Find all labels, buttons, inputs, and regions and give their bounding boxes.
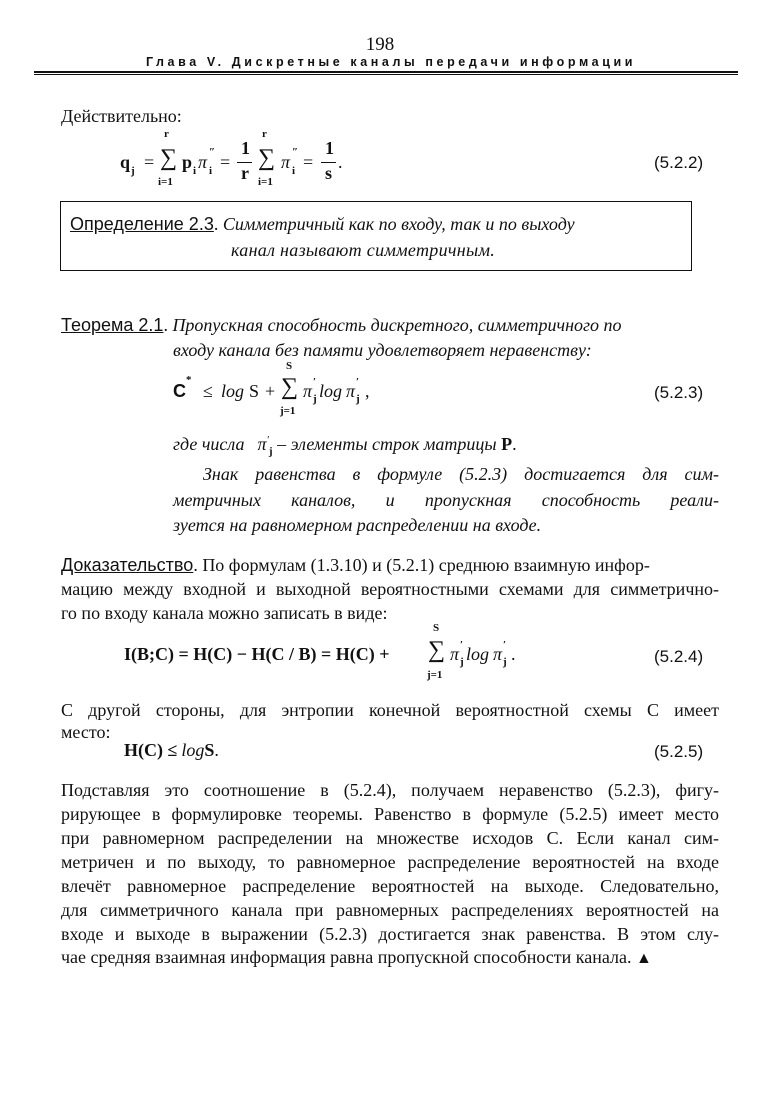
eq-frac2-num: 1 — [325, 138, 334, 158]
eq-plus: + — [265, 381, 276, 401]
eq-524-pi-1: π — [450, 644, 460, 664]
eq-equals-3: = — [303, 152, 314, 172]
theorem-text-1: Пропускная способность дискретного, симметричного по — [172, 315, 622, 335]
proof-line-2: мацию между входной и выходной вероятностными схемами для симметрично- — [61, 579, 719, 599]
equation-5-2-4 — [124, 622, 544, 684]
other-side-line-2: место: — [61, 722, 111, 742]
sum-icon: ∑ — [160, 145, 178, 171]
running-header: Глава V. Дискретные каналы передачи информации — [145, 55, 637, 69]
eq-sum1-top: r — [164, 128, 169, 140]
eq-frac2-den: s — [325, 163, 333, 183]
eq-equals-2: = — [220, 152, 231, 172]
theorem-cont-line-2: метричных каналов, и пропускная способность реали- — [173, 490, 719, 510]
where-pi: π — [257, 434, 267, 454]
eq-524-log: log — [466, 644, 490, 664]
header-rule-thick — [34, 71, 738, 73]
equation-5-2-2 — [120, 128, 360, 190]
eq-pi-1-sub: j — [313, 393, 317, 405]
final-line-3: при равномерном распределении на множестве исходов C. Если канал сим- — [61, 828, 719, 848]
eq-c: C — [173, 381, 186, 401]
eq-sum2-bottom: i=1 — [258, 176, 273, 188]
final-text-8: чае средняя взаимная информация равна пропускной способности канала. — [61, 947, 632, 967]
eq-dot: . — [338, 152, 343, 172]
eq-525-lhs: H(C) ≤ — [124, 740, 178, 760]
eq-525-log: log — [181, 740, 205, 760]
eq-pi-1-prime: ′ — [313, 376, 317, 388]
eq-q: q — [120, 152, 131, 172]
equation-number-5-2-4: (5.2.4) — [654, 647, 704, 666]
page-number: 198 — [365, 34, 395, 55]
proof-label: Доказательство — [61, 555, 194, 575]
proof-text-1: По формулам (1.3.10) и (5.2.1) среднюю взаимную инфор- — [202, 555, 650, 575]
end-of-proof-icon: ▲ — [635, 950, 652, 967]
theorem-line-2: входу канала без памяти удовлетворяет неравенству: — [173, 340, 592, 360]
intro-text: Действительно: — [61, 106, 182, 126]
theorem-label: Теорема 2.1 — [61, 315, 164, 335]
where-pi-sub: j — [268, 445, 273, 458]
eq-c-sup: * — [186, 374, 192, 386]
sum-icon: ∑ — [428, 637, 446, 663]
eq-log-2: log — [319, 381, 343, 401]
final-line-7: входе и выходе в выражении (5.2.3) достигается знак равенства. В этом слу- — [61, 924, 719, 944]
header-rule-thin — [34, 74, 738, 75]
where-pi-prime: ′ — [266, 434, 269, 446]
proof-label-dot: . — [193, 555, 203, 575]
eq-524-sum-bottom: j=1 — [427, 669, 443, 681]
eq-p: p — [182, 152, 193, 172]
eq-524-pi-2-sub: j — [503, 656, 507, 668]
eq-pi-1: π — [303, 381, 313, 401]
theorem-line-1 — [61, 313, 719, 337]
other-side-line-1: С другой стороны, для энтропии конечной вероятностной схемы C имеет — [61, 700, 719, 720]
proof-line-3: го по входу канала можно записать в виде: — [61, 603, 388, 623]
eq-524-pi-2-prime: ′ — [503, 639, 507, 651]
definition-text-1: Симметричный как по входу, так и по выходу — [222, 214, 575, 234]
eq-equals-1: = — [144, 152, 155, 172]
eq-524-pi-1-sub: j — [460, 656, 464, 668]
eq-comma: , — [365, 381, 370, 401]
final-line-4: метричен и по выходу, то равномерное распределение вероятностей на входе — [61, 852, 719, 872]
eq-pi-1: π — [198, 152, 208, 172]
definition-line-1 — [70, 212, 575, 236]
eq-le: ≤ — [203, 381, 213, 401]
theorem-label-dot: . — [163, 315, 173, 335]
equation-5-2-5 — [124, 740, 219, 761]
eq-p-sub: i — [193, 165, 197, 177]
eq-pi-1-sup: ″ — [209, 146, 216, 158]
eq-sum-top: S — [286, 360, 293, 372]
eq-524-sum-top: S — [433, 622, 440, 634]
equation-number-5-2-5: (5.2.5) — [654, 742, 704, 761]
final-line-6: для симметричного канала при равномерных распределениях вероятностей на — [61, 900, 719, 920]
sum-icon: ∑ — [258, 145, 276, 171]
eq-frac1-num: 1 — [241, 138, 250, 158]
final-line-5: влечёт равномерное распределение вероятностей на выходе. Следовательно, — [61, 876, 719, 896]
eq-525-dot: . — [214, 740, 219, 760]
eq-pi-2-sub: i — [292, 165, 296, 177]
where-text-2: – элементы строк матрицы — [277, 434, 497, 454]
equation-number-5-2-2: (5.2.2) — [654, 153, 704, 172]
final-line-2: рирующее в формулировке теоремы. Равенство в формуле (5.2.5) имеет место — [61, 804, 719, 824]
theorem-cont-line-3: зуется на равномерном распределении на входе. — [173, 515, 542, 535]
eq-log: log — [221, 381, 245, 401]
eq-s: S — [249, 381, 260, 401]
eq-pi-2: π — [346, 381, 356, 401]
eq-524-lhs: I(B;C) = H(C) − H(C / B) = H(C) + — [124, 644, 390, 664]
eq-pi-2-sub: j — [356, 393, 360, 405]
eq-pi-2-prime: ′ — [356, 376, 360, 388]
eq-q-sub: j — [131, 165, 135, 177]
definition-label-dot: . — [213, 214, 223, 234]
final-line-8 — [61, 945, 652, 971]
sum-icon: ∑ — [281, 374, 299, 400]
where-dot: . — [512, 434, 517, 454]
theorem-cont-line-1: Знак равенства в формуле (5.2.3) достигается для сим- — [203, 464, 719, 484]
eq-524-pi-1-prime: ′ — [460, 639, 464, 651]
where-line — [173, 428, 517, 464]
eq-pi-1-sub: i — [209, 165, 213, 177]
eq-pi-2-sup: ″ — [292, 146, 299, 158]
proof-line-1 — [61, 553, 719, 577]
equation-number-5-2-3: (5.2.3) — [654, 383, 704, 402]
eq-524-pi-2: π — [493, 644, 503, 664]
eq-525-s: S — [204, 740, 215, 760]
final-line-1: Подставляя это соотношение в (5.2.4), получаем неравенство (5.2.3), фигу- — [61, 780, 719, 800]
definition-label: Определение 2.3 — [70, 214, 214, 234]
eq-frac1-den: r — [241, 163, 249, 183]
eq-pi-2: π — [281, 152, 291, 172]
where-matrix-p: P — [501, 434, 513, 454]
equation-5-2-3 — [173, 360, 433, 422]
definition-line-2: канал называют симметричным. — [231, 240, 496, 260]
where-text-1: где числа — [173, 434, 245, 454]
eq-sum-bottom: j=1 — [280, 405, 296, 417]
eq-sum2-top: r — [262, 128, 267, 140]
eq-sum1-bottom: i=1 — [158, 176, 173, 188]
eq-524-dot: . — [511, 644, 516, 664]
